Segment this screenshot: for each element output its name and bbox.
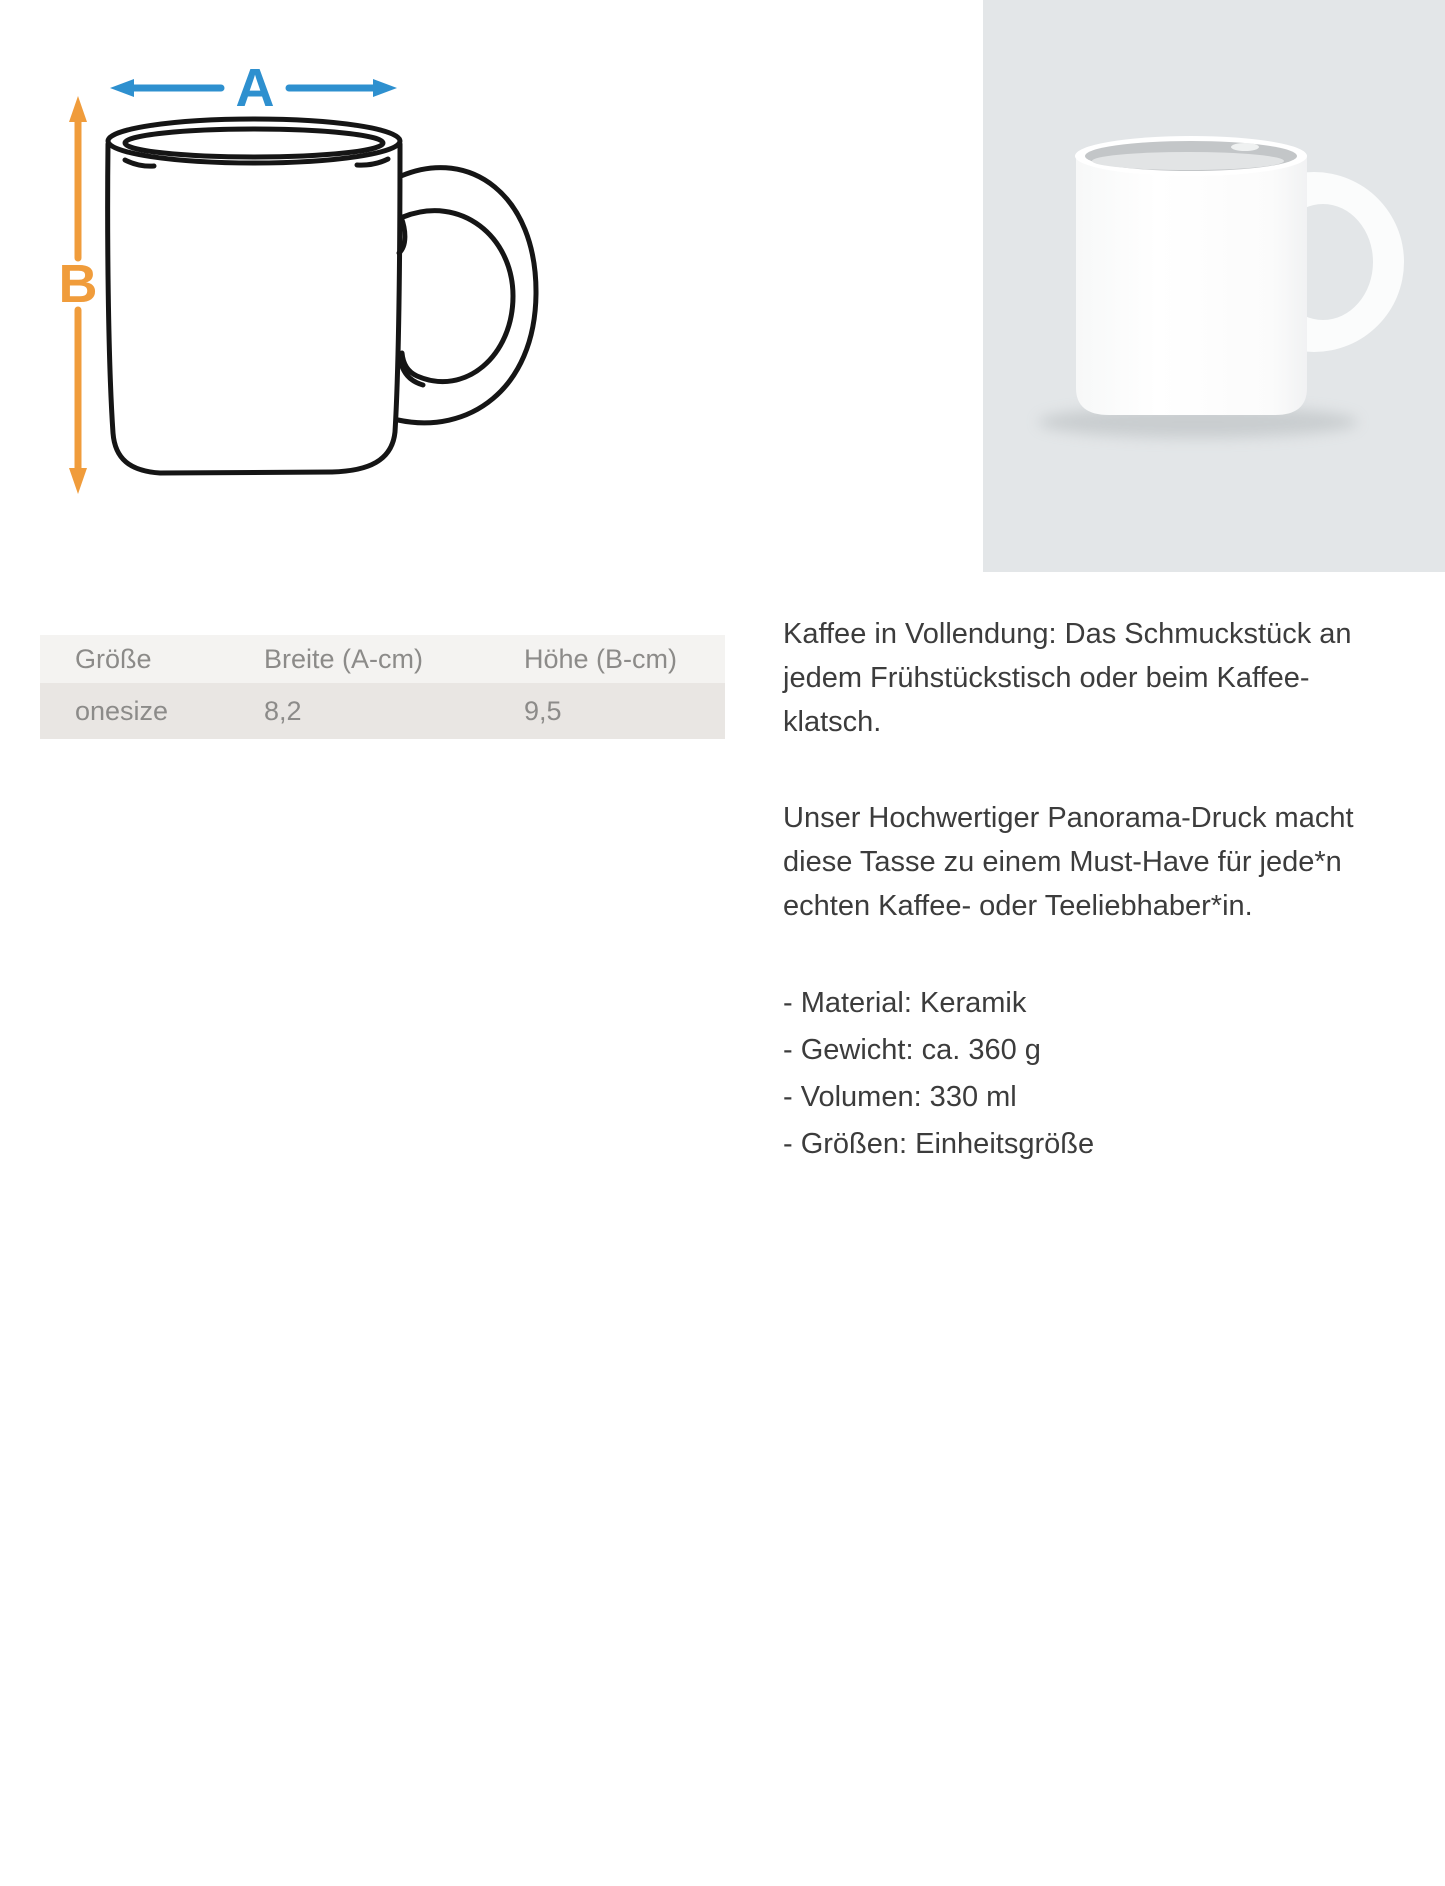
size-table-header-row [40, 635, 725, 683]
mug-body [108, 144, 400, 473]
description-paragraph-2 [783, 796, 1423, 928]
description-line: klatsch. [783, 706, 882, 738]
product-photo [983, 0, 1445, 572]
product-description [783, 612, 1423, 1168]
width-label: A [235, 58, 275, 118]
mug-rim-tick-left [125, 160, 154, 166]
product-specs-list [783, 980, 1423, 1168]
size-table-header-breite: Breite (A-cm) [264, 643, 424, 674]
description-paragraph-1 [783, 612, 1423, 744]
height-arrow [59, 96, 98, 494]
description-line: Unser Hochwertiger Panorama-Druck macht [783, 802, 1354, 834]
description-line: echten Kaffee- oder Teeliebhaber*in. [783, 890, 1253, 922]
mug-photo-opening-highlight [1092, 152, 1284, 170]
description-line: jedem Frühstückstisch oder beim Kaffee- [783, 662, 1310, 694]
mug-handle-inner [402, 211, 513, 382]
mug-rim-tick-right [357, 159, 388, 165]
height-arrowhead-top [69, 96, 87, 122]
mug-size-diagram [40, 40, 560, 510]
mug-photo-rim-reflection [1231, 143, 1259, 151]
mug-photo-body [1076, 157, 1307, 415]
width-arrow [110, 58, 397, 118]
spec-groessen: - Größen: Einheitsgröße [783, 1128, 1095, 1160]
height-value: 9,5 [524, 695, 562, 726]
description-line: Kaffee in Vollendung: Das Schmuckstück an [783, 618, 1352, 650]
size-value: onesize [75, 695, 169, 726]
size-table [40, 635, 725, 739]
height-label: B [58, 254, 98, 314]
description-line: diese Tasse zu einem Must-Have für jede*n [783, 846, 1342, 878]
height-arrowhead-bottom [69, 468, 87, 494]
size-table-row-onesize [40, 683, 725, 739]
spec-volumen: - Volumen: 330 ml [783, 1081, 1017, 1113]
size-table-header-groesse: Größe [75, 643, 152, 674]
mug-rim-inner [125, 129, 383, 157]
width-arrowhead-right [373, 79, 397, 97]
size-table-header-hoehe: Höhe (B-cm) [524, 643, 678, 674]
spec-material: - Material: Keramik [783, 987, 1027, 1019]
width-value: 8,2 [264, 695, 302, 726]
width-arrowhead-left [110, 79, 134, 97]
spec-gewicht: - Gewicht: ca. 360 g [783, 1034, 1041, 1066]
mug-outline [108, 119, 536, 473]
